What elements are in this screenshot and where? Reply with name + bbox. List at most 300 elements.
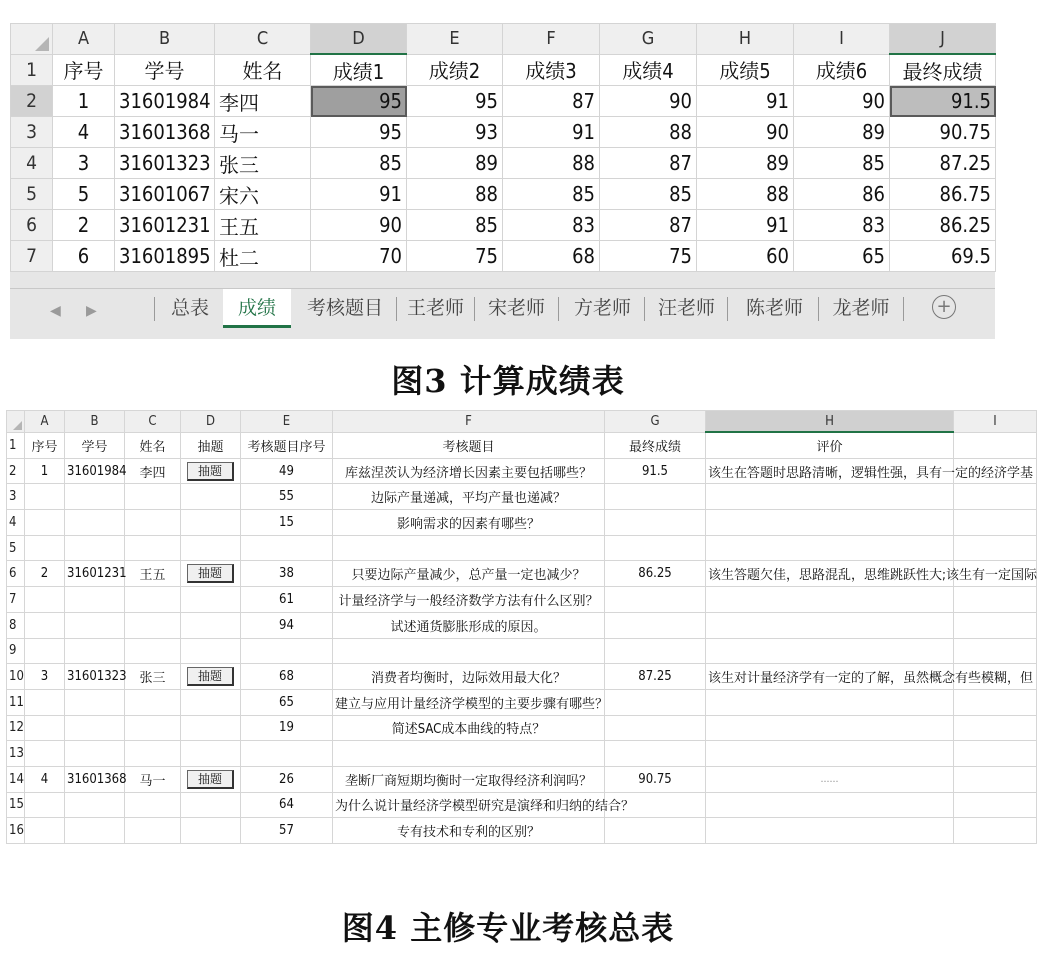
- cell-student-id[interactable]: [65, 741, 125, 767]
- row-header[interactable]: 5: [7, 535, 25, 561]
- cell-final[interactable]: 87.25: [605, 664, 706, 690]
- cell-seq[interactable]: [25, 689, 65, 715]
- table-row: [7, 484, 1037, 510]
- cell-question-no[interactable]: 68: [241, 664, 333, 690]
- cell-draw[interactable]: [181, 561, 241, 587]
- cell-evaluation[interactable]: 该生答题欠佳，思路混乱，思维跳跃性大;该生有一定国际: [706, 561, 954, 587]
- column-header-a[interactable]: A: [25, 411, 65, 433]
- cell-s1[interactable]: 91: [311, 179, 407, 210]
- cell-final[interactable]: 86.25: [605, 561, 706, 587]
- cell-name[interactable]: 杜二: [215, 241, 311, 272]
- cell-evaluation[interactable]: 该生在答题时思路清晰，逻辑性强，具有一定的经济学基: [706, 458, 954, 484]
- header-cell[interactable]: 考核题目: [333, 432, 605, 458]
- cell-id[interactable]: 31601323: [115, 148, 215, 179]
- cell-student-id[interactable]: [65, 535, 125, 561]
- cell-question-no[interactable]: 94: [241, 612, 333, 638]
- cell-draw[interactable]: [181, 664, 241, 690]
- cell-draw[interactable]: [181, 715, 241, 741]
- cell-final[interactable]: [605, 484, 706, 510]
- row-header[interactable]: 3: [7, 484, 25, 510]
- cell-question[interactable]: 消费者均衡时，边际效用最大化？: [333, 664, 605, 690]
- column-header-c[interactable]: C: [125, 411, 181, 433]
- header-cell[interactable]: 成绩6: [794, 54, 890, 86]
- cell-draw[interactable]: [181, 792, 241, 818]
- cell-final[interactable]: 90.75: [890, 117, 996, 148]
- draw-question-button[interactable]: 抽题: [187, 564, 234, 583]
- header-cell[interactable]: 序号: [53, 54, 115, 86]
- cell-name[interactable]: [125, 689, 181, 715]
- tab-separator: [154, 297, 155, 321]
- cell-question[interactable]: 库兹涅茨认为经济增长因素主要包括哪些？: [333, 458, 605, 484]
- cell-s3[interactable]: 68: [503, 241, 600, 272]
- cell-s2[interactable]: 89: [407, 148, 503, 179]
- row-header[interactable]: 6: [11, 210, 53, 241]
- cell-draw[interactable]: [181, 458, 241, 484]
- header-cell[interactable]: 考核题目序号: [241, 432, 333, 458]
- column-header-row: [11, 24, 996, 55]
- cell-seq[interactable]: [25, 741, 65, 767]
- cell-student-id[interactable]: [65, 638, 125, 664]
- cell-evaluation[interactable]: [706, 612, 954, 638]
- cell-s5[interactable]: 60: [697, 241, 794, 272]
- cell-evaluation[interactable]: [706, 638, 954, 664]
- cell-s6[interactable]: 65: [794, 241, 890, 272]
- cell-question[interactable]: 计量经济学与一般经济数学方法有什么区别？: [333, 587, 605, 613]
- cell-final[interactable]: [605, 510, 706, 536]
- cell-s4[interactable]: 85: [600, 179, 697, 210]
- cell-final[interactable]: [605, 689, 706, 715]
- cell-evaluation[interactable]: [706, 741, 954, 767]
- table-row: [7, 792, 1037, 818]
- tab-separator: [644, 297, 645, 321]
- row-header[interactable]: 1: [11, 54, 53, 86]
- column-header-c[interactable]: C: [215, 24, 311, 55]
- cell-s3[interactable]: 87: [503, 86, 600, 117]
- cell-seq[interactable]: 2: [53, 210, 115, 241]
- cell-question-no[interactable]: 49: [241, 458, 333, 484]
- cell-student-id[interactable]: 31601368: [65, 766, 125, 792]
- column-header-g[interactable]: G: [605, 411, 706, 433]
- cell-question-no[interactable]: [241, 741, 333, 767]
- column-header-e[interactable]: E: [407, 24, 503, 55]
- cell-seq[interactable]: 1: [25, 458, 65, 484]
- empty-cell[interactable]: [954, 689, 1037, 715]
- cell-evaluation[interactable]: [706, 484, 954, 510]
- cell-student-id[interactable]: [65, 689, 125, 715]
- cell-student-id[interactable]: 31601323: [65, 664, 125, 690]
- cell-question[interactable]: 为什么说计量经济学模型研究是演绎和归纳的结合？: [333, 792, 605, 818]
- column-header-g[interactable]: G: [600, 24, 697, 55]
- cell-final[interactable]: [605, 741, 706, 767]
- cell-draw[interactable]: [181, 638, 241, 664]
- cell-s5[interactable]: 91: [697, 86, 794, 117]
- tab-separator: [727, 297, 728, 321]
- column-header-f[interactable]: F: [333, 411, 605, 433]
- cell-final[interactable]: 87.25: [890, 148, 996, 179]
- column-header-b[interactable]: B: [65, 411, 125, 433]
- cell-s2[interactable]: 88: [407, 179, 503, 210]
- empty-cell[interactable]: [954, 741, 1037, 767]
- column-header-j[interactable]: J: [890, 24, 996, 55]
- row-header[interactable]: 9: [7, 638, 25, 664]
- cell-question[interactable]: [333, 638, 605, 664]
- row-header[interactable]: 16: [7, 818, 25, 844]
- sheet-tab[interactable]: 王老师: [406, 297, 464, 319]
- cell-name[interactable]: 马一: [215, 117, 311, 148]
- table-row: [11, 117, 996, 148]
- cell-s5[interactable]: 89: [697, 148, 794, 179]
- sheet-row: [7, 432, 1037, 458]
- cell-s1[interactable]: 85: [311, 148, 407, 179]
- cell-s2[interactable]: 85: [407, 210, 503, 241]
- table-row: [7, 535, 1037, 561]
- scroll-right-icon[interactable]: ▶: [86, 303, 97, 319]
- scroll-left-icon[interactable]: ◀: [50, 303, 61, 319]
- cell-id[interactable]: 31601984: [115, 86, 215, 117]
- cell-s3[interactable]: 88: [503, 148, 600, 179]
- header-cell[interactable]: 成绩5: [697, 54, 794, 86]
- row-header[interactable]: 3: [11, 117, 53, 148]
- column-header-h[interactable]: H: [706, 411, 954, 433]
- cell-student-id[interactable]: [65, 715, 125, 741]
- cell-seq[interactable]: 4: [53, 117, 115, 148]
- cell-name[interactable]: [125, 715, 181, 741]
- header-cell[interactable]: 学号: [65, 432, 125, 458]
- cell-id[interactable]: 31601895: [115, 241, 215, 272]
- cell-s5[interactable]: 90: [697, 117, 794, 148]
- cell-seq[interactable]: 3: [53, 148, 115, 179]
- cell-question[interactable]: 只要边际产量减少，总产量一定也减少？: [333, 561, 605, 587]
- figure3-spreadsheet: [10, 23, 995, 338]
- header-cell[interactable]: 成绩2: [407, 54, 503, 86]
- cell-final[interactable]: 69.5: [890, 241, 996, 272]
- header-cell[interactable]: 成绩4: [600, 54, 697, 86]
- cell-name[interactable]: [125, 510, 181, 536]
- empty-cell[interactable]: [954, 766, 1037, 792]
- cell-seq[interactable]: [25, 535, 65, 561]
- empty-cell[interactable]: [954, 432, 1037, 458]
- cell-draw[interactable]: [181, 612, 241, 638]
- cell-question[interactable]: 简述SAC成本曲线的特点？: [333, 715, 605, 741]
- header-cell[interactable]: 序号: [25, 432, 65, 458]
- sheet-tab[interactable]: 宋老师: [487, 297, 545, 319]
- cell-name[interactable]: 马一: [125, 766, 181, 792]
- row-header[interactable]: 4: [11, 148, 53, 179]
- empty-cell[interactable]: [954, 535, 1037, 561]
- table-row: [11, 148, 996, 179]
- row-header[interactable]: 13: [7, 741, 25, 767]
- cell-seq[interactable]: 6: [53, 241, 115, 272]
- draw-question-button[interactable]: 抽题: [187, 667, 234, 686]
- empty-cell[interactable]: [954, 818, 1037, 844]
- column-header-a[interactable]: A: [53, 24, 115, 55]
- cell-draw[interactable]: [181, 766, 241, 792]
- cell-evaluation[interactable]: [706, 587, 954, 613]
- row-header[interactable]: 2: [7, 458, 25, 484]
- cell-id[interactable]: 31601368: [115, 117, 215, 148]
- cell-s6[interactable]: 86: [794, 179, 890, 210]
- cell-s2[interactable]: 93: [407, 117, 503, 148]
- cell-s1[interactable]: 90: [311, 210, 407, 241]
- column-header-i[interactable]: I: [794, 24, 890, 55]
- cell-evaluation[interactable]: [706, 818, 954, 844]
- cell-student-id[interactable]: [65, 792, 125, 818]
- cell-question-no[interactable]: 64: [241, 792, 333, 818]
- cell-s6[interactable]: 83: [794, 210, 890, 241]
- cell-seq[interactable]: [25, 484, 65, 510]
- cell-student-id[interactable]: [65, 612, 125, 638]
- cell-name[interactable]: [125, 587, 181, 613]
- row-header[interactable]: 7: [11, 241, 53, 272]
- header-cell[interactable]: 最终成绩: [605, 432, 706, 458]
- cell-student-id[interactable]: [65, 818, 125, 844]
- header-cell[interactable]: 最终成绩: [890, 54, 996, 86]
- cell-question-no[interactable]: 19: [241, 715, 333, 741]
- empty-cell[interactable]: [954, 612, 1037, 638]
- cell-evaluation[interactable]: ……: [706, 766, 954, 792]
- cell-s4[interactable]: 87: [600, 210, 697, 241]
- cell-s4[interactable]: 90: [600, 86, 697, 117]
- cell-final[interactable]: 90.75: [605, 766, 706, 792]
- header-cell[interactable]: 成绩1: [311, 54, 407, 86]
- cell-question[interactable]: 建立与应用计量经济学模型的主要步骤有哪些？: [333, 689, 605, 715]
- cell-name[interactable]: [125, 792, 181, 818]
- cell-draw[interactable]: [181, 535, 241, 561]
- cell-s1[interactable]: 95: [311, 86, 407, 117]
- table-row: [7, 715, 1037, 741]
- cell-name[interactable]: 李四: [215, 86, 311, 117]
- cell-name[interactable]: 王五: [215, 210, 311, 241]
- sheet-tab[interactable]: 汪老师: [657, 297, 715, 319]
- tab-separator: [818, 297, 819, 321]
- cell-final[interactable]: [605, 638, 706, 664]
- cell-question[interactable]: 边际产量递减，平均产量也递减？: [333, 484, 605, 510]
- cell-seq[interactable]: [25, 715, 65, 741]
- select-all-corner[interactable]: [11, 24, 53, 55]
- cell-draw[interactable]: [181, 510, 241, 536]
- cell-id[interactable]: 31601067: [115, 179, 215, 210]
- cell-final[interactable]: 91.5: [605, 458, 706, 484]
- cell-final[interactable]: [605, 612, 706, 638]
- sheet-tab[interactable]: 总表: [170, 297, 209, 319]
- cell-s5[interactable]: 91: [697, 210, 794, 241]
- table-row: [7, 638, 1037, 664]
- row-header[interactable]: 15: [7, 792, 25, 818]
- table-row: [7, 741, 1037, 767]
- cell-s6[interactable]: 85: [794, 148, 890, 179]
- cell-student-id[interactable]: [65, 510, 125, 536]
- cell-question[interactable]: [333, 535, 605, 561]
- cell-s2[interactable]: 75: [407, 241, 503, 272]
- tab-separator: [474, 297, 475, 321]
- cell-question[interactable]: 影响需求的因素有哪些？: [333, 510, 605, 536]
- figure3-caption: 图3 计算成绩表: [391, 362, 625, 400]
- cell-name[interactable]: [125, 818, 181, 844]
- cell-seq[interactable]: 2: [25, 561, 65, 587]
- empty-cell[interactable]: [954, 484, 1037, 510]
- table-row: [7, 561, 1037, 587]
- row-header[interactable]: 2: [11, 86, 53, 117]
- row-header[interactable]: 7: [7, 587, 25, 613]
- cell-draw[interactable]: [181, 818, 241, 844]
- table-row: [7, 818, 1037, 844]
- cell-evaluation[interactable]: [706, 792, 954, 818]
- cell-final[interactable]: [605, 535, 706, 561]
- cell-question-no[interactable]: 61: [241, 587, 333, 613]
- cell-final[interactable]: 86.25: [890, 210, 996, 241]
- cell-seq[interactable]: 1: [53, 86, 115, 117]
- column-header-f[interactable]: F: [503, 24, 600, 55]
- cell-name[interactable]: [125, 612, 181, 638]
- cell-s4[interactable]: 75: [600, 241, 697, 272]
- cell-s2[interactable]: 95: [407, 86, 503, 117]
- cell-question-no[interactable]: 38: [241, 561, 333, 587]
- cell-s6[interactable]: 90: [794, 86, 890, 117]
- cell-name[interactable]: 张三: [125, 664, 181, 690]
- column-header-i[interactable]: I: [954, 411, 1037, 433]
- cell-question-no[interactable]: 55: [241, 484, 333, 510]
- cell-name[interactable]: [125, 535, 181, 561]
- column-header-b[interactable]: B: [115, 24, 215, 55]
- cell-seq[interactable]: [25, 792, 65, 818]
- cell-s3[interactable]: 85: [503, 179, 600, 210]
- cell-name[interactable]: [125, 638, 181, 664]
- cell-name[interactable]: 张三: [215, 148, 311, 179]
- cell-student-id[interactable]: 31601231: [65, 561, 125, 587]
- cell-s1[interactable]: 70: [311, 241, 407, 272]
- cell-question[interactable]: [333, 741, 605, 767]
- cell-s3[interactable]: 83: [503, 210, 600, 241]
- column-header-d[interactable]: D: [311, 24, 407, 55]
- tab-separator: [903, 297, 904, 321]
- cell-question-no[interactable]: 26: [241, 766, 333, 792]
- cell-question[interactable]: 专有技术和专利的区别？: [333, 818, 605, 844]
- sheet-tab[interactable]: 考核题目: [306, 297, 383, 319]
- row-header[interactable]: 6: [7, 561, 25, 587]
- cell-seq[interactable]: [25, 510, 65, 536]
- tab-separator: [396, 297, 397, 321]
- header-cell[interactable]: 抽题: [181, 432, 241, 458]
- cell-s1[interactable]: 95: [311, 117, 407, 148]
- empty-cell[interactable]: [954, 638, 1037, 664]
- cell-draw[interactable]: [181, 484, 241, 510]
- empty-cell[interactable]: [954, 587, 1037, 613]
- cell-draw[interactable]: [181, 741, 241, 767]
- cell-evaluation[interactable]: [706, 510, 954, 536]
- cell-seq[interactable]: [25, 587, 65, 613]
- tab-separator: [558, 297, 559, 321]
- row-header[interactable]: 12: [7, 715, 25, 741]
- sheet-tab[interactable]: 龙老师: [832, 297, 890, 319]
- cell-evaluation[interactable]: [706, 715, 954, 741]
- cell-seq[interactable]: [25, 638, 65, 664]
- cell-question[interactable]: 垄断厂商短期均衡时一定取得经济利润吗？: [333, 766, 605, 792]
- cell-final[interactable]: 86.75: [890, 179, 996, 210]
- header-cell[interactable]: 姓名: [215, 54, 311, 86]
- cell-final[interactable]: [605, 587, 706, 613]
- column-header-d[interactable]: D: [181, 411, 241, 433]
- cell-seq[interactable]: [25, 818, 65, 844]
- draw-question-button[interactable]: 抽题: [187, 462, 234, 481]
- sheet-tab[interactable]: 陈老师: [745, 297, 803, 319]
- cell-evaluation[interactable]: [706, 535, 954, 561]
- empty-cell[interactable]: [954, 715, 1037, 741]
- cell-question-no[interactable]: [241, 535, 333, 561]
- cell-evaluation[interactable]: [706, 689, 954, 715]
- row-header[interactable]: 4: [7, 510, 25, 536]
- cell-final[interactable]: [605, 818, 706, 844]
- cell-s4[interactable]: 88: [600, 117, 697, 148]
- cell-student-id[interactable]: [65, 484, 125, 510]
- cell-name[interactable]: 李四: [125, 458, 181, 484]
- row-header[interactable]: 11: [7, 689, 25, 715]
- select-all-corner[interactable]: [7, 411, 25, 433]
- cell-seq[interactable]: 4: [25, 766, 65, 792]
- sheet-tab-bar: [10, 288, 995, 339]
- cell-draw[interactable]: [181, 587, 241, 613]
- header-cell[interactable]: 评价: [706, 432, 954, 458]
- cell-seq[interactable]: 3: [25, 664, 65, 690]
- cell-student-id[interactable]: 31601984: [65, 458, 125, 484]
- cell-question-no[interactable]: [241, 638, 333, 664]
- row-header[interactable]: 1: [7, 432, 25, 458]
- table-row: [7, 689, 1037, 715]
- cell-question-no[interactable]: 65: [241, 689, 333, 715]
- cell-s4[interactable]: 87: [600, 148, 697, 179]
- header-cell[interactable]: 学号: [115, 54, 215, 86]
- cell-final[interactable]: [605, 715, 706, 741]
- cell-name[interactable]: 王五: [125, 561, 181, 587]
- cell-student-id[interactable]: [65, 587, 125, 613]
- cell-final[interactable]: 91.5: [890, 86, 996, 117]
- cell-evaluation[interactable]: 该生对计量经济学有一定的了解，虽然概念有些模糊，但: [706, 664, 954, 690]
- cell-id[interactable]: 31601231: [115, 210, 215, 241]
- column-header-e[interactable]: E: [241, 411, 333, 433]
- table-row: [11, 86, 996, 117]
- figure4-caption: 图4 主修专业考核总表: [341, 909, 675, 947]
- cell-question-no[interactable]: 15: [241, 510, 333, 536]
- header-cell[interactable]: 姓名: [125, 432, 181, 458]
- cell-s3[interactable]: 91: [503, 117, 600, 148]
- draw-question-button[interactable]: 抽题: [187, 770, 234, 789]
- sheet-tab[interactable]: 成绩: [223, 289, 291, 328]
- empty-cell[interactable]: [954, 792, 1037, 818]
- cell-s5[interactable]: 88: [697, 179, 794, 210]
- cell-seq[interactable]: 5: [53, 179, 115, 210]
- cell-question[interactable]: 试述通货膨胀形成的原因。: [333, 612, 605, 638]
- cell-name[interactable]: 宋六: [215, 179, 311, 210]
- cell-draw[interactable]: [181, 689, 241, 715]
- table-row: [7, 664, 1037, 690]
- table-row: [7, 766, 1037, 792]
- column-header-h[interactable]: H: [697, 24, 794, 55]
- cell-name[interactable]: [125, 741, 181, 767]
- cell-question-no[interactable]: 57: [241, 818, 333, 844]
- row-header[interactable]: 5: [11, 179, 53, 210]
- cell-name[interactable]: [125, 484, 181, 510]
- add-sheet-icon[interactable]: +: [932, 295, 956, 319]
- sheet-tab[interactable]: 方老师: [573, 297, 631, 319]
- cell-s6[interactable]: 89: [794, 117, 890, 148]
- sheet-row: [11, 54, 996, 86]
- row-header[interactable]: 8: [7, 612, 25, 638]
- grade-table: [10, 23, 996, 272]
- row-header[interactable]: 14: [7, 766, 25, 792]
- empty-cell[interactable]: [954, 510, 1037, 536]
- row-header[interactable]: 10: [7, 664, 25, 690]
- header-cell[interactable]: 成绩3: [503, 54, 600, 86]
- cell-seq[interactable]: [25, 612, 65, 638]
